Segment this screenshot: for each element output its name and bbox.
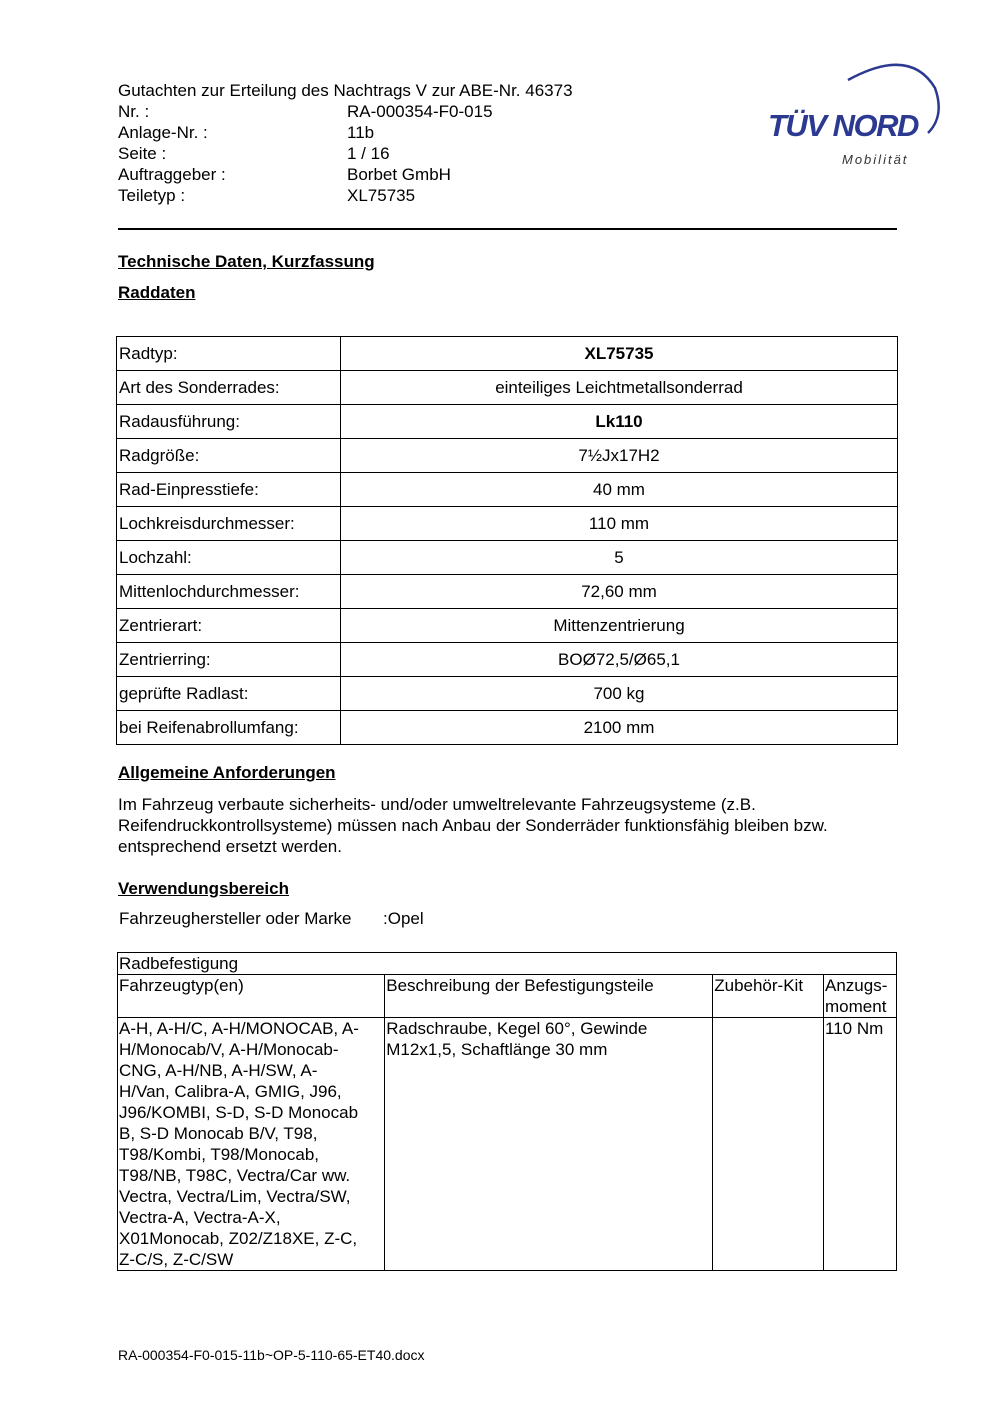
row-key: Lochzahl: <box>117 541 341 575</box>
row-key: Art des Sonderrades: <box>117 371 341 405</box>
row-value: 5 <box>341 541 898 575</box>
table-row <box>117 405 898 439</box>
table-row <box>117 439 898 473</box>
kit-cell <box>713 1018 824 1271</box>
header-line: Anzugs- <box>825 976 888 995</box>
row-value: 700 kg <box>341 677 898 711</box>
table-row <box>117 643 898 677</box>
row-key: Radgröße: <box>117 439 341 473</box>
description-cell <box>385 1018 713 1271</box>
row-key: Zentrierart: <box>117 609 341 643</box>
header-label: Teiletyp : <box>118 186 186 205</box>
document-header <box>118 80 573 206</box>
row-key: bei Reifenabrollumfang: <box>117 711 341 745</box>
table-row <box>117 371 898 405</box>
tuv-nord-logo <box>760 58 945 173</box>
table-row <box>117 609 898 643</box>
header-label: Anlage-Nr. : <box>118 123 208 142</box>
row-value: 2100 mm <box>341 711 898 745</box>
column-header-torque <box>824 975 897 1018</box>
logo-subtitle: Mobilität <box>842 152 909 167</box>
maker-line <box>119 909 424 929</box>
header-label: Auftraggeber : <box>118 165 226 184</box>
description-line: Radschraube, Kegel 60°, Gewinde <box>386 1019 648 1038</box>
maker-value: :Opel <box>383 909 424 928</box>
row-key: Rad-Einpresstiefe: <box>117 473 341 507</box>
header-value: XL75735 <box>347 186 416 205</box>
header-row <box>118 164 573 185</box>
description-line: M12x1,5, Schaftlänge 30 mm <box>386 1040 608 1059</box>
header-line: moment <box>825 997 887 1016</box>
header-row <box>118 185 573 206</box>
paragraph-line: entsprechend ersetzt werden. <box>118 837 342 856</box>
header-value: RA-000354-F0-015 <box>347 102 493 121</box>
row-value: Lk110 <box>341 405 898 439</box>
wheel-data-table <box>116 336 898 745</box>
header-row <box>118 122 573 143</box>
header-label: Seite : <box>118 144 167 163</box>
table-row <box>117 473 898 507</box>
document-footer: RA-000354-F0-015-11b~OP-5-110-65-ET40.docx <box>118 1347 425 1363</box>
section-title-raddaten: Raddaten <box>118 283 196 302</box>
row-value: 7½Jx17H2 <box>341 439 898 473</box>
vehicle-types-line: A-H, A-H/C, A-H/MONOCAB, A- <box>119 1019 359 1038</box>
header-divider <box>118 228 897 230</box>
maker-label: Fahrzeughersteller oder Marke <box>119 909 352 928</box>
table-caption-row <box>118 953 897 975</box>
header-value: 1 / 16 <box>347 144 390 163</box>
vehicle-types-line: Vectra, Vectra/Lim, Vectra/SW, <box>119 1187 351 1206</box>
column-header-kit: Zubehör-Kit <box>713 975 824 1018</box>
vehicle-types-line: T98/Kombi, T98/Monocab, <box>119 1145 320 1164</box>
vehicle-types-line: X01Monocab, Z02/Z18XE, Z-C, <box>119 1229 358 1248</box>
header-row <box>118 101 573 122</box>
table-row <box>117 507 898 541</box>
row-key: geprüfte Radlast: <box>117 677 341 711</box>
row-value: Mittenzentrierung <box>341 609 898 643</box>
row-value: XL75735 <box>341 337 898 371</box>
vehicle-types-line: H/Van, Calibra-A, GMIG, J96, <box>119 1082 342 1101</box>
logo-text: TÜV NORD <box>768 108 918 143</box>
row-key: Mittenlochdurchmesser: <box>117 575 341 609</box>
row-key: Zentrierring: <box>117 643 341 677</box>
vehicle-types-line: B, S-D Monocab B/V, T98, <box>119 1124 318 1143</box>
row-value: 40 mm <box>341 473 898 507</box>
vehicle-types-line: J96/KOMBI, S-D, S-D Monocab <box>119 1103 359 1122</box>
table-row <box>117 711 898 745</box>
row-key: Radausführung: <box>117 405 341 439</box>
vehicle-types-cell <box>118 1018 385 1271</box>
vehicle-types-line: Z-C/S, Z-C/SW <box>119 1250 234 1269</box>
table-row <box>117 541 898 575</box>
column-header-types: Fahrzeugtyp(en) <box>118 975 385 1018</box>
table-header-row <box>118 975 897 1018</box>
table-row <box>118 1018 897 1271</box>
header-value: Borbet GmbH <box>347 165 451 184</box>
row-key: Lochkreisdurchmesser: <box>117 507 341 541</box>
paragraph-line: Im Fahrzeug verbaute sicherheits- und/oder umweltrelevante Fahrzeugsysteme (z.B. <box>118 795 756 814</box>
row-value: 72,60 mm <box>341 575 898 609</box>
header-value: 11b <box>347 123 375 142</box>
table-caption: Radbefestigung <box>118 953 897 975</box>
vehicle-types-line: CNG, A-H/NB, A-H/SW, A- <box>119 1061 318 1080</box>
row-value: BOØ72,5/Ø65,1 <box>341 643 898 677</box>
vehicle-types-line: T98/NB, T98C, Vectra/Car ww. <box>119 1166 351 1185</box>
table-row <box>117 337 898 371</box>
header-row <box>118 143 573 164</box>
row-value: einteiliges Leichtmetallsonderrad <box>341 371 898 405</box>
table-row <box>117 677 898 711</box>
vehicle-types-line: Vectra-A, Vectra-A-X, <box>119 1208 281 1227</box>
column-header-description: Beschreibung der Befestigungsteile <box>385 975 713 1018</box>
header-label: Nr. : <box>118 102 150 121</box>
torque-cell: 110 Nm <box>824 1018 897 1271</box>
section-title-tech: Technische Daten, Kurzfassung <box>118 252 375 271</box>
section-title-verwendung: Verwendungsbereich <box>118 879 289 898</box>
document-title: Gutachten zur Erteilung des Nachtrags V zur ABE-Nr. 46373 <box>118 81 573 100</box>
requirements-paragraph <box>118 794 908 857</box>
row-value: 110 mm <box>341 507 898 541</box>
paragraph-line: Reifendruckkontrollsysteme) müssen nach Anbau der Sonderräder funktionsfähig bleiben bzw. <box>118 816 828 835</box>
row-key: Radtyp: <box>117 337 341 371</box>
fixing-table <box>117 952 897 1271</box>
section-title-allgemein: Allgemeine Anforderungen <box>118 763 336 782</box>
vehicle-types-line: H/Monocab/V, A-H/Monocab- <box>119 1040 339 1059</box>
table-row <box>117 575 898 609</box>
